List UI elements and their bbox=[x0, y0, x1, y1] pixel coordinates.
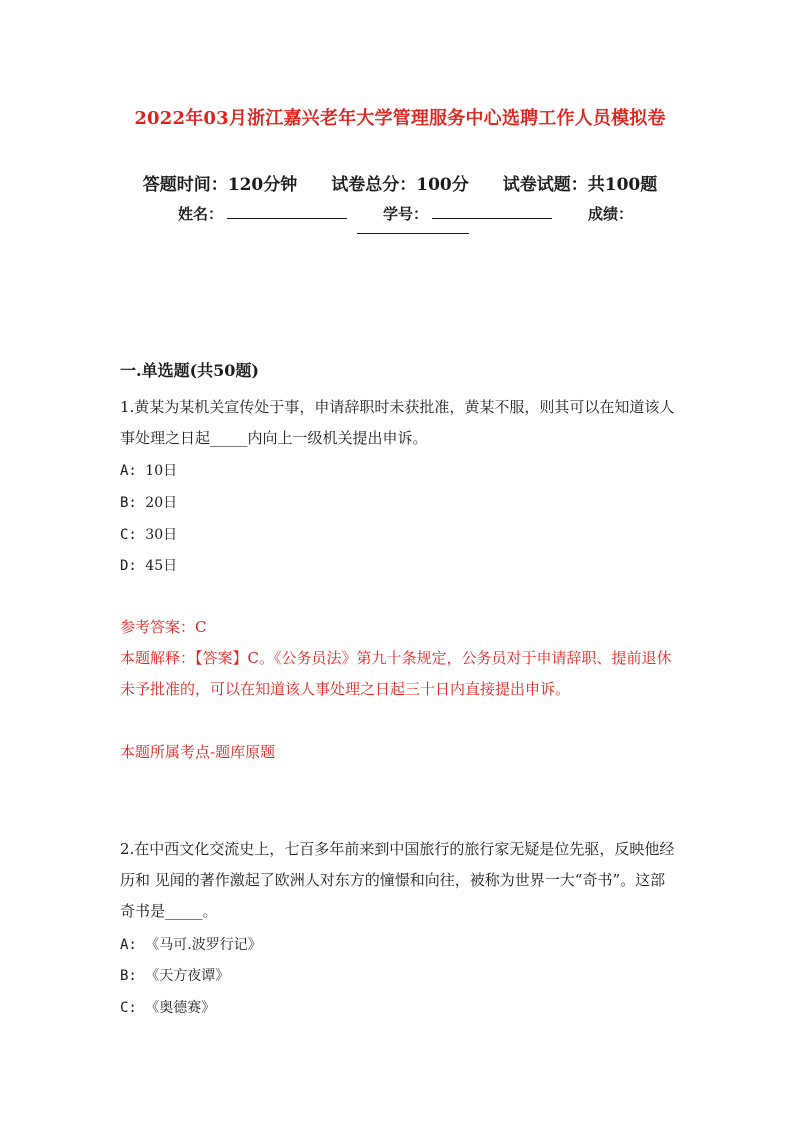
option-key: B: bbox=[120, 495, 137, 511]
option-value: 20日 bbox=[145, 495, 178, 511]
option-key: C: bbox=[120, 527, 137, 543]
option-value: 10日 bbox=[145, 463, 178, 479]
section-heading: 一.单选题(共50题) bbox=[120, 361, 259, 380]
name-blank bbox=[227, 204, 347, 219]
question-1-option-d bbox=[120, 555, 177, 575]
option-value: 《奥德赛》 bbox=[145, 1000, 216, 1016]
option-key: D: bbox=[120, 558, 137, 574]
question-1-option-b bbox=[120, 492, 177, 512]
question-1-answer: 参考答案：C bbox=[120, 618, 207, 636]
option-value: 45日 bbox=[145, 558, 178, 574]
question-2-text: 2.在中西文化交流史上，七百多年前来到中国旅行的旅行家无疑是位先驱，反映他经历和 见闻的著作激起了欧洲人对东方的憧憬和向往，被称为世界一大“奇书”。这部奇书是_____。 bbox=[120, 840, 675, 920]
score-field bbox=[588, 203, 633, 224]
question-2-option-a bbox=[120, 934, 262, 954]
option-key: C: bbox=[120, 1000, 137, 1016]
exam-time: 答题时间：120分钟 bbox=[142, 175, 298, 195]
score-label: 成绩： bbox=[588, 205, 634, 223]
option-key: A: bbox=[120, 937, 137, 953]
option-value: 《马可.波罗行记》 bbox=[145, 937, 262, 953]
question-1-option-c bbox=[120, 524, 177, 544]
option-key: B: bbox=[120, 968, 137, 984]
name-field bbox=[178, 203, 347, 224]
question-1-explanation: 本题解释：【答案】C。《公务员法》第九十条规定，公务员对于申请辞职、提前退休未予批准的，可以在知道该人事处理之日起三十日内直接提出申诉。 bbox=[120, 649, 672, 698]
question-1-source: 本题所属考点-题库原题 bbox=[120, 743, 276, 761]
question-1-text: 1.黄某为某机关宣传处于事，申请辞职时未获批准，黄某不服，则其可以在知道该人事处理之日起_____内向上一级机关提出申诉。 bbox=[120, 398, 675, 447]
question-2-option-b bbox=[120, 965, 229, 985]
exam-title: 2022年03月浙江嘉兴老年大学管理服务中心选聘工作人员模拟卷 bbox=[134, 108, 666, 129]
id-label: 学号： bbox=[383, 205, 429, 223]
option-value: 《天方夜谭》 bbox=[145, 968, 230, 984]
exam-question-count: 试卷试题：共100题 bbox=[502, 175, 658, 195]
student-info-row bbox=[178, 203, 669, 224]
question-2-option-c bbox=[120, 997, 215, 1017]
score-blank bbox=[357, 232, 469, 234]
id-field bbox=[383, 203, 552, 224]
option-key: A: bbox=[120, 463, 137, 479]
name-label: 姓名： bbox=[178, 205, 224, 223]
question-1-option-a bbox=[120, 460, 177, 480]
exam-meta bbox=[0, 170, 800, 195]
exam-total-score: 试卷总分：100分 bbox=[331, 175, 469, 195]
id-blank bbox=[432, 204, 552, 219]
option-value: 30日 bbox=[145, 527, 178, 543]
